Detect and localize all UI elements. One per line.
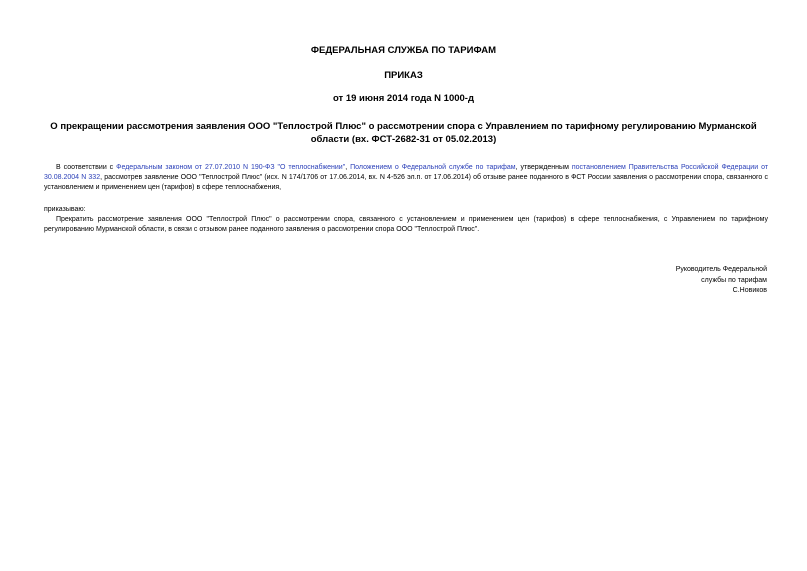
document-date: от 19 июня 2014 года N 1000-д bbox=[332, 93, 474, 104]
order-paragraph: Прекратить рассмотрение заявления ООО "Теплострой Плюс" о рассмотрении спора, связанного с установлением и применением цен (тарифов) в сфере теплоснабжения, с Управлением по тарифному регулированию Мурманской области, в связи с отзывом ранее поданного заявления о рассмотрении спора ООО "Теплострой Плюс". bbox=[44, 216, 768, 234]
preamble-text-3: , утвержденным bbox=[515, 164, 572, 171]
signature-position-line-1: Руководитель Федеральной bbox=[675, 266, 767, 273]
signature-name: С.Новиков bbox=[732, 287, 767, 294]
federal-law-link[interactable]: Федеральным законом от 27.07.2010 N 190-ФЗ "О теплоснабжении" bbox=[116, 164, 346, 171]
document-type: ПРИКАЗ bbox=[384, 70, 423, 81]
signature-position-line-2: службы по тарифам bbox=[701, 276, 767, 284]
order-word: приказываю: bbox=[44, 206, 86, 213]
preamble-text-4: , рассмотрев заявление ООО "Теплострой Плюс" (исх. N 174/1706 от 17.06.2014, вх. N 4-526 эл.п. от 17.06.2014) об отзыве ранее поданного в ФСТ России заявления о рассмотрении спора, связанного с установлением и применением цен (тарифов) в сфере теплоснабжения, bbox=[44, 174, 768, 192]
organization-title: ФЕДЕРАЛЬНАЯ СЛУЖБА ПО ТАРИФАМ bbox=[310, 45, 497, 56]
signature-block bbox=[676, 265, 767, 297]
fst-regulation-link[interactable]: Положением о Федеральной службе по тарифам bbox=[350, 164, 516, 171]
preamble-text-2: , bbox=[345, 164, 351, 171]
preamble-paragraph bbox=[44, 163, 768, 194]
document-subject: О прекращении рассмотрения заявления ООО "Теплострой Плюс" о рассмотрении спора с Управлением по тарифному регулированию Мурманской области (вх. ФСТ-2682-31 от 05.02.2013) bbox=[50, 121, 757, 145]
government-decree-link[interactable]: постановлением Правительства Российской Федерации от 30.08.2004 N 332 bbox=[44, 164, 769, 182]
preamble-text-1: В соответствии с bbox=[56, 164, 117, 171]
